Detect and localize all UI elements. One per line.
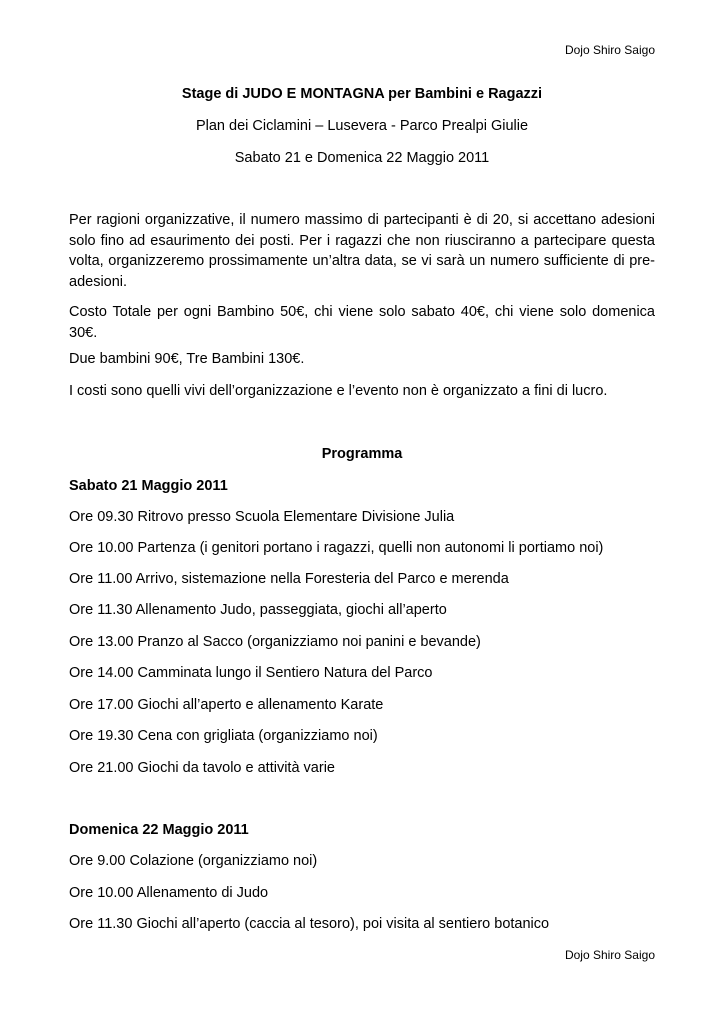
schedule-item: Ore 21.00 Giochi da tavolo e attività varie [69, 760, 335, 776]
schedule-item: Ore 13.00 Pranzo al Sacco (organizziamo noi panini e bevande) [69, 634, 481, 650]
schedule-item: Ore 11.00 Arrivo, sistemazione nella Foresteria del Parco e merenda [69, 571, 509, 587]
page-footer-note: Dojo Shiro Saigo [564, 948, 655, 962]
intro-paragraph-multi-child-costs: Due bambini 90€, Tre Bambini 130€. [69, 351, 305, 367]
schedule-item: Ore 10.00 Allenamento di Judo [69, 885, 269, 901]
schedule-item: Ore 9.00 Colazione (organizziamo noi) [69, 853, 318, 869]
intro-paragraph-costs: Costo Totale per ogni Bambino 50€, chi viene solo sabato 40€, chi viene solo domenica 30€. [69, 304, 655, 341]
schedule-item: Ore 10.00 Partenza (i genitori portano i ragazzi, quelli non autonomi li portiamo noi) [69, 540, 604, 556]
program-heading: Programma [321, 446, 403, 462]
document-title: Stage di JUDO E MONTAGNA per Bambini e Ragazzi [181, 86, 543, 102]
event-location: Plan dei Ciclamini – Lusevera - Parco Prealpi Giulie [195, 118, 529, 134]
schedule-item: Ore 17.00 Giochi all’aperto e allenamento Karate [69, 697, 384, 713]
schedule-item: Ore 11.30 Allenamento Judo, passeggiata, giochi all’aperto [69, 602, 447, 618]
event-dates: Sabato 21 e Domenica 22 Maggio 2011 [234, 150, 490, 166]
intro-paragraph-participants: Per ragioni organizzative, il numero massimo di partecipanti è di 20, si accettano adesioni solo fino ad esaurimento dei posti. Per i ragazzi che non riusciranno a partecipare questa volta, organizzeremo prossimamente un’altra data, se vi sarà un numero sufficiente di pre-adesioni. [69, 212, 655, 290]
intro-paragraph-nonprofit: I costi sono quelli vivi dell’organizzazione e l’evento non è organizzato a fini di lucro. [69, 383, 608, 399]
page-header-note: Dojo Shiro Saigo [564, 43, 655, 57]
sunday-heading: Domenica 22 Maggio 2011 [69, 822, 249, 838]
schedule-item: Ore 09.30 Ritrovo presso Scuola Elementare Divisione Julia [69, 509, 455, 525]
schedule-item: Ore 19.30 Cena con grigliata (organizziamo noi) [69, 728, 378, 744]
schedule-item: Ore 14.00 Camminata lungo il Sentiero Natura del Parco [69, 665, 433, 681]
schedule-item: Ore 11.30 Giochi all’aperto (caccia al tesoro), poi visita al sentiero botanico [69, 916, 550, 932]
saturday-heading: Sabato 21 Maggio 2011 [69, 478, 228, 494]
